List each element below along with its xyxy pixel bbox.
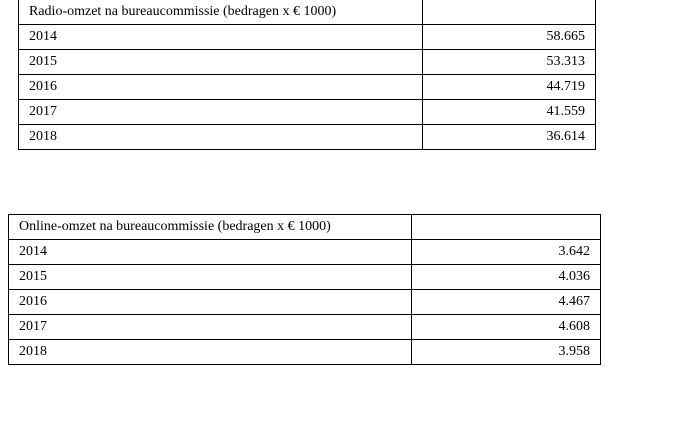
table-row bbox=[9, 340, 601, 365]
year-cell: 2015 bbox=[19, 50, 423, 75]
table-header-value bbox=[412, 215, 601, 240]
year-cell: 2018 bbox=[19, 125, 423, 150]
online-revenue-table bbox=[8, 214, 601, 365]
table-row bbox=[19, 100, 596, 125]
table-row bbox=[19, 75, 596, 100]
table-header-value bbox=[423, 0, 596, 25]
table-row bbox=[19, 25, 596, 50]
table-row bbox=[9, 315, 601, 340]
value-cell: 4.467 bbox=[412, 290, 601, 315]
table-row bbox=[19, 50, 596, 75]
value-cell: 58.665 bbox=[423, 25, 596, 50]
year-cell: 2016 bbox=[9, 290, 412, 315]
table-row bbox=[19, 125, 596, 150]
table-header-row bbox=[19, 0, 596, 25]
year-cell: 2015 bbox=[9, 265, 412, 290]
value-cell: 3.958 bbox=[412, 340, 601, 365]
value-cell: 44.719 bbox=[423, 75, 596, 100]
table-row bbox=[9, 240, 601, 265]
value-cell: 4.036 bbox=[412, 265, 601, 290]
table-header-label: Online-omzet na bureaucommissie (bedragen x € 1000) bbox=[9, 215, 412, 240]
year-cell: 2014 bbox=[9, 240, 412, 265]
year-cell: 2017 bbox=[9, 315, 412, 340]
year-cell: 2017 bbox=[19, 100, 423, 125]
year-cell: 2014 bbox=[19, 25, 423, 50]
table-row bbox=[9, 265, 601, 290]
year-cell: 2018 bbox=[9, 340, 412, 365]
table-row bbox=[9, 290, 601, 315]
value-cell: 36.614 bbox=[423, 125, 596, 150]
table-header-row bbox=[9, 215, 601, 240]
value-cell: 3.642 bbox=[412, 240, 601, 265]
value-cell: 4.608 bbox=[412, 315, 601, 340]
table-header-label: Radio-omzet na bureaucommissie (bedragen x € 1000) bbox=[19, 0, 423, 25]
year-cell: 2016 bbox=[19, 75, 423, 100]
radio-revenue-table bbox=[18, 0, 596, 150]
value-cell: 41.559 bbox=[423, 100, 596, 125]
value-cell: 53.313 bbox=[423, 50, 596, 75]
